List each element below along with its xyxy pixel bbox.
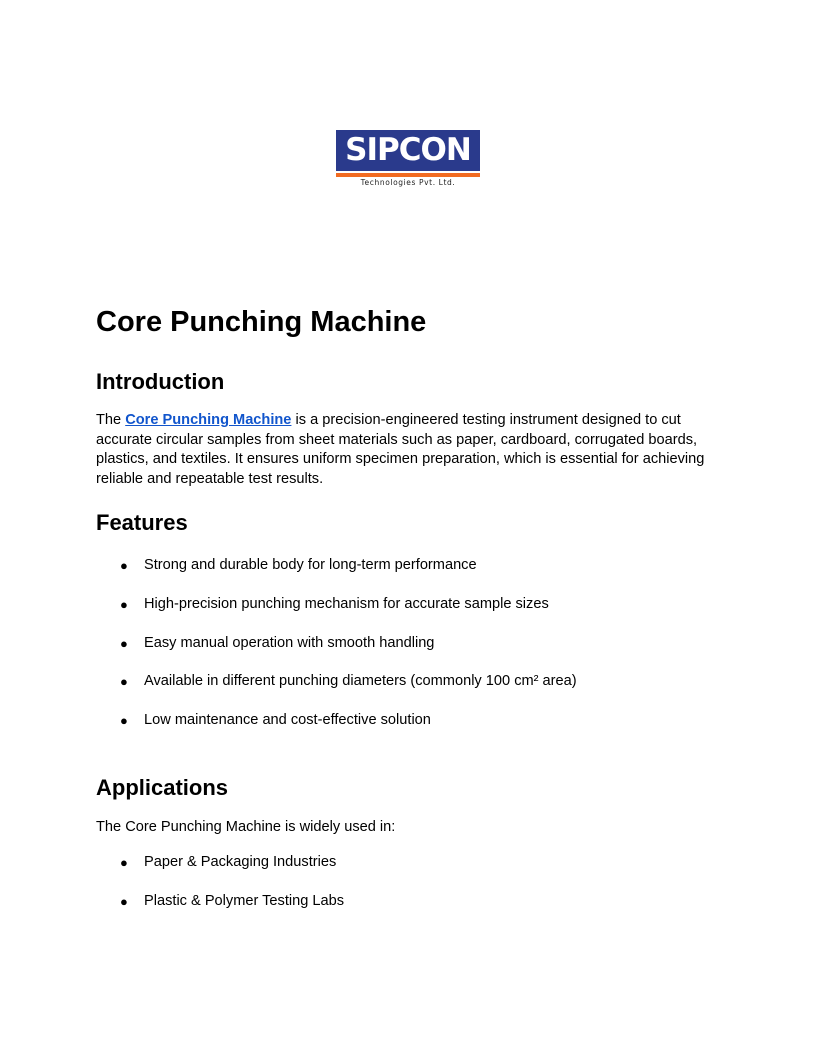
list-item xyxy=(96,556,720,576)
feature-text: High-precision punching mechanism for accurate sample sizes xyxy=(144,595,549,612)
feature-text: Easy manual operation with smooth handling xyxy=(144,634,435,651)
application-text: Paper & Packaging Industries xyxy=(144,854,337,871)
logo-subtitle: Technologies Pvt. Ltd. xyxy=(360,178,456,187)
document-body xyxy=(96,302,720,931)
logo-stripe xyxy=(336,173,480,177)
feature-text: Available in different punching diameters (commonly 100 cm² area) xyxy=(144,673,577,690)
bullet-icon: ● xyxy=(120,635,128,651)
intro-body: is a precision-engineered testing instrument designed to cut accurate circular samples from sheet materials such as paper, cardboard, corrugated boards, plastics, and textiles. It ensures uniform specimen preparation, which is essential for achieving reliable and repeatable test results. xyxy=(96,412,705,487)
application-text: Plastic & Polymer Testing Labs xyxy=(144,892,345,909)
features-list xyxy=(96,556,720,731)
bullet-icon: ● xyxy=(120,558,128,573)
list-item xyxy=(96,672,720,692)
applications-intro: The Core Punching Machine is widely used in: xyxy=(96,818,396,835)
list-item xyxy=(96,892,720,912)
introduction-heading: Introduction xyxy=(96,369,225,394)
features-heading: Features xyxy=(96,510,188,535)
page-title: Core Punching Machine xyxy=(96,306,427,338)
bullet-icon: ● xyxy=(120,855,128,871)
feature-text: Low maintenance and cost-effective solution xyxy=(144,712,431,729)
list-item xyxy=(96,595,720,615)
list-item xyxy=(96,711,720,731)
applications-heading: Applications xyxy=(96,774,229,800)
feature-text: Strong and durable body for long-term performance xyxy=(144,557,477,573)
bullet-icon: ● xyxy=(120,674,128,690)
list-item xyxy=(96,853,720,873)
introduction-paragraph xyxy=(96,411,720,489)
core-punching-machine-link[interactable]: Core Punching Machine xyxy=(125,412,292,428)
list-item xyxy=(96,634,720,654)
applications-list xyxy=(96,853,720,911)
bullet-icon: ● xyxy=(120,893,128,909)
company-logo xyxy=(336,130,480,188)
intro-prefix: The xyxy=(96,412,126,428)
logo-brand-text: SIPCON xyxy=(345,132,471,168)
bullet-icon: ● xyxy=(120,596,128,612)
bullet-icon: ● xyxy=(120,713,128,729)
